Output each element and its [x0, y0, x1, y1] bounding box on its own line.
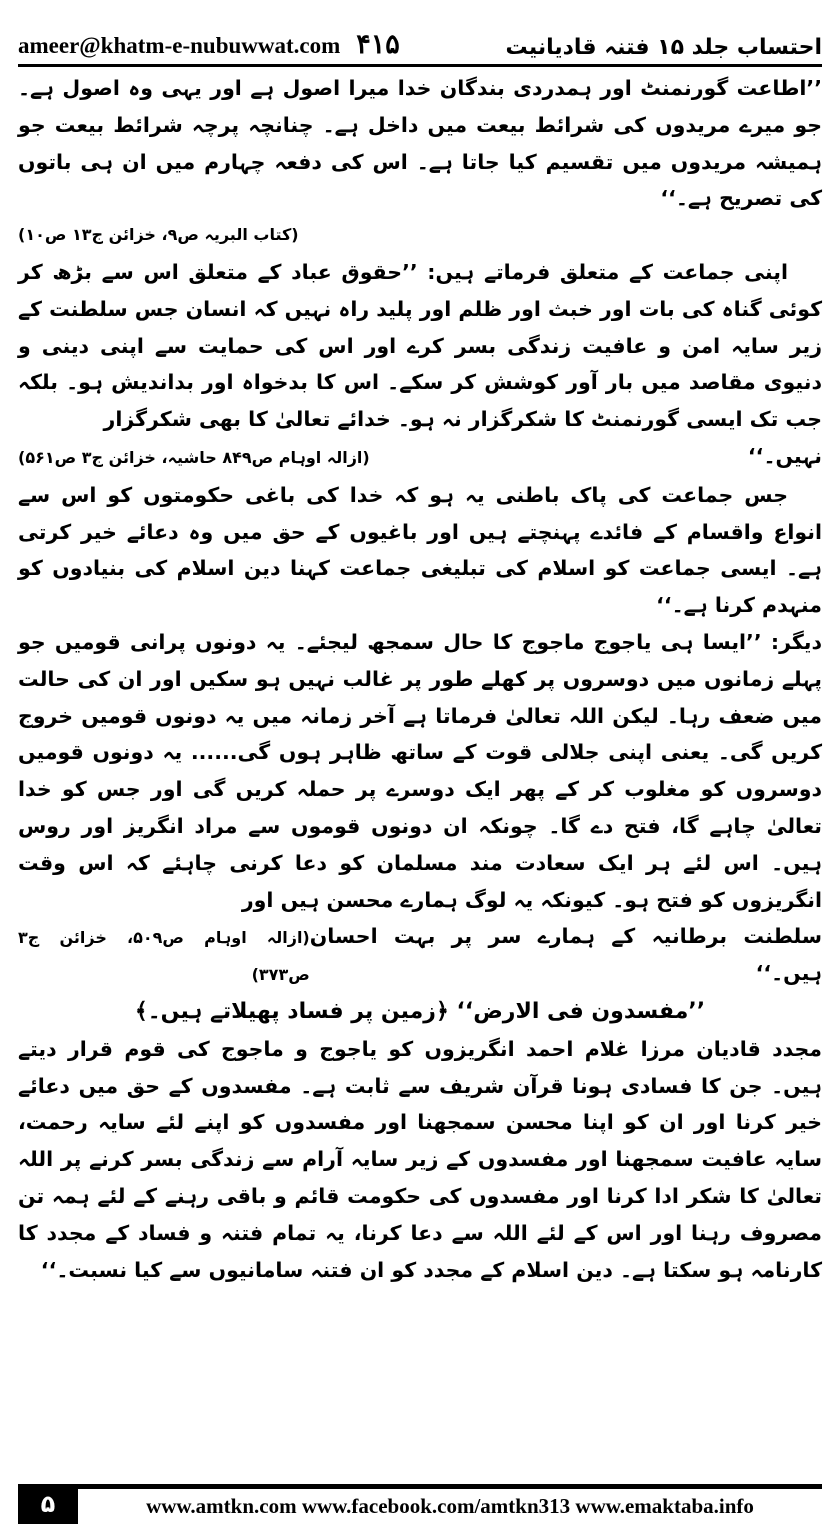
reference-3: (ازالہ اوہام ص۵۰۹، خزائن ج۳ ص۳۷۳): [18, 928, 310, 985]
page-header: [18, 18, 822, 60]
quote-paragraph-1: ’’اطاعت گورنمنٹ اور ہمدردی بندگان خدا میرا اصول ہے اور یہی وہ اصول ہے۔ جو میرے مریدوں کی شرائط بیعت میں داخل ہے۔ چنانچہ پرچہ شرائط بیعت جو ہمیشہ مریدوں میں تقسیم کیا جاتا ہے۔ اس کی دفعہ چہارم میں ان ہی باتوں کی تصریح ہے۔‘‘: [18, 76, 822, 211]
reference-1: (کتاب البریہ ص۹، خزائن ج۱۳ ص۱۰): [18, 225, 299, 245]
header-page-number: ۴۱۵: [356, 29, 400, 60]
reference-2: (ازالہ اوہام ص۸۴۹ حاشیہ، خزائن ج۳ ص۵۶۱): [18, 447, 370, 467]
paragraph-3: جس جماعت کی پاک باطنی یہ ہو کہ خدا کی باغی حکومتوں کو اس سے انواع واقسام کے فائدے پہنچتے ہیں اور باغیوں کے حق میں وہ دعائے خیر کرتی ہے۔ ایسی جماعت کو اسلام کی تبلیغی جماعت کہنا دین اسلام کی بنیادوں کو منہدم کرنا ہے۔‘‘: [18, 482, 822, 618]
paragraph-4-end-row: [18, 918, 822, 994]
paragraph-2-end: نہیں۔‘‘: [747, 443, 822, 468]
header-rule: [18, 64, 822, 67]
footer-page-number: ۵: [18, 1484, 78, 1524]
paragraph-2: اپنی جماعت کے متعلق فرماتے ہیں: ’’حقوق عباد کے متعلق اس سے بڑھ کر کوئی گناہ کی بات اور خبث اور ظلم اور پلید راہ نہیں کہ انسان جس سلطنت کے زیر سایہ امن و عافیت زندگی بسر کرے اور اس کی حمایت سے اپنی دینی و دنیوی مقاصد میں بار آور کوشش کر سکے۔ اس کا بدخواہ اور بداندیش ہو۔ بلکہ جب تک ایسی گورنمنٹ کا شکرگزار نہ ہو۔ خدائے تعالیٰ کا بھی شکرگزار: [18, 259, 822, 432]
paragraph-4: دیگر: ’’ایسا ہی یاجوج ماجوج کا حال سمجھ لیجئے۔ یہ دونوں پرانی قومیں جو پہلے زمانوں میں دوسروں پر کھلے طور پر غالب نہیں ہو سکیں اور ان کی حالت میں ضعف رہا۔ لیکن اللہ تعالیٰ فرماتا ہے آخر زمانہ میں یہ دونوں قومیں خروج کریں گی۔ یعنی اپنی جلالی قوت کے ساتھ ظاہر ہوں گی...... یہ دونوں قومیں دوسروں کو مغلوب کر کے پھر ایک دوسرے پر حملہ کریں گی اور جس کو خدا تعالیٰ چاہے گا، فتح دے گا۔ چونکہ ان دونوں قوموں سے مراد انگریز اور روس ہیں۔ اس لئے ہر ایک سعادت مند مسلمان کو دعا کرنی چاہئے کہ اس وقت انگریزوں کو فتح ہو۔ کیونکہ یہ لوگ ہمارے محسن ہیں اور: [18, 629, 822, 912]
footer-right: [78, 1484, 822, 1524]
paragraph-4-end: سلطنت برطانیہ کے ہمارے سر پر بہت احسان ہیں۔‘‘: [309, 924, 822, 986]
footer-links: www.amtkn.com www.facebook.com/amtkn313 www.emaktaba.info: [146, 1494, 754, 1518]
header-email: ameer@khatm-e-nubuwwat.com: [18, 33, 341, 58]
header-book-title: احتساب جلد ۱۵ فتنہ قادیانیت: [505, 35, 822, 60]
paragraph-2-end-row: [18, 438, 822, 477]
paragraph-5: مجدد قادیان مرزا غلام احمد انگریزوں کو یاجوج و ماجوج کی قوم قرار دیتے ہیں۔ جن کا فسادی ہونا قرآن شریف سے ثابت ہے۔ مفسدوں کے حق میں دعائے خیر کرنا اور ان کو اپنا محسن سمجھنا اور مفسدوں کو اپنے لئے سایہ رحمت، سایہ عافیت سمجھنا اور مفسدوں کے زیر سایہ آرام سے زندگی بسر کرنے پر اللہ تعالیٰ کا شکر ادا کرنا اور مفسدوں کی حکومت قائم و باقی رہنے کے لئے ہمہ تن مصروف رہنا اور اس کے لئے اللہ سے دعا کرنا، یہ تمام فتنہ و فساد کے مجدد کا کارنامہ ہو سکتا ہے۔ دین اسلام کے مجدد کو ان فتنہ سامانیوں سے کیا نسبت۔‘‘: [18, 1036, 822, 1282]
header-left: [18, 29, 400, 60]
page-footer: [18, 1484, 822, 1524]
page-content: [18, 70, 822, 1465]
section-heading: ’’مفسدون فی الارض‘‘ ﴿زمین پر فساد پھیلاتے ہیں۔﴾: [134, 998, 706, 1024]
